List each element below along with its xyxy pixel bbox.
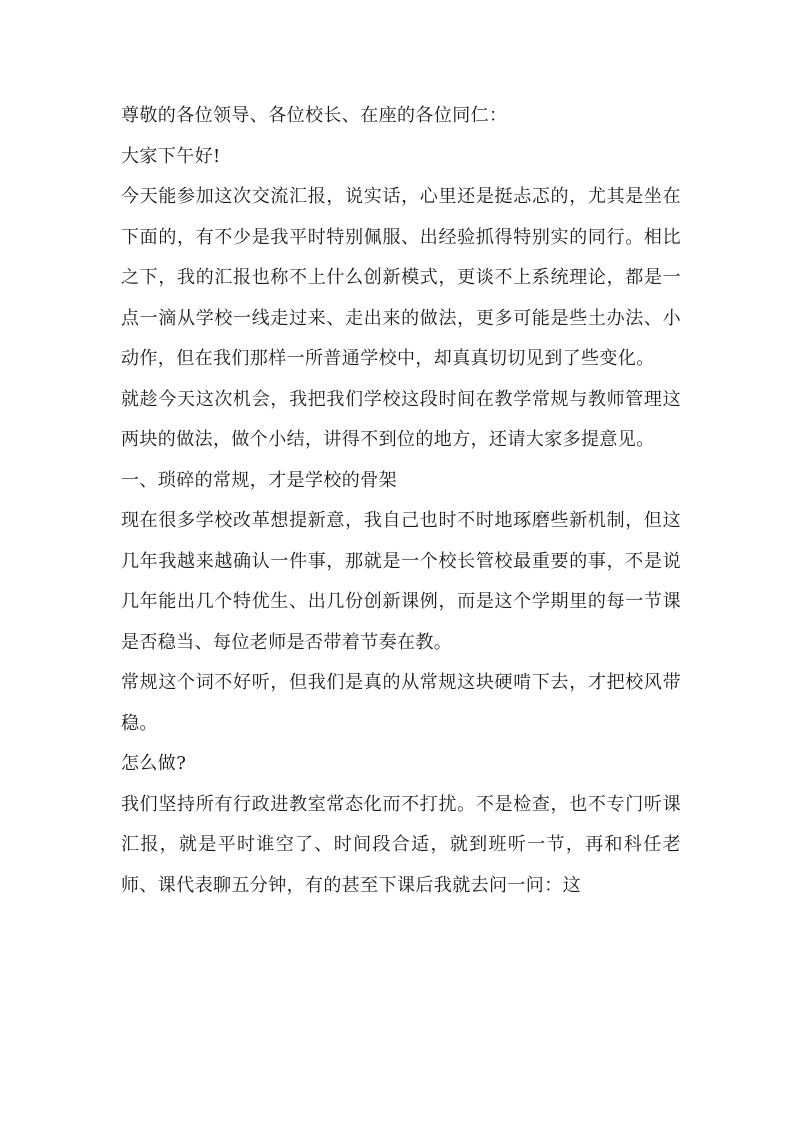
salutation: 尊敬的各位领导、各位校长、在座的各位同仁： — [121, 105, 508, 126]
paragraph-opening: 今天能参加这次交流汇报，说实话，心里还是挺忐忑的，尤其是坐在下面的，有不少是我平时特别佩服、出经验抓得特别实的同行。相比之下，我的汇报也称不上什么创新模式，更谈不上系统理论，都是一点一滴从学校一线走过来、走出来的做法，更多可能是些土办法、小动作，但在我们那样一所普通学校中，却真真切切见到了些变化。 — [121, 186, 681, 369]
greeting: 大家下午好! — [121, 145, 221, 167]
paragraph-body: 常规这个词不好听，但我们是真的从常规这块硬啃下去，才把校风带稳。 — [121, 672, 681, 734]
paragraph-body: 我们坚持所有行政进教室常态化而不打扰。不是检查，也不专门听课汇报，就是平时谁空了、时间段合适，就到班听一节，再和科任老师、课代表聊五分钟，有的甚至下课后我就去问一问：这 — [121, 793, 681, 896]
paragraph-intro: 就趁今天这次机会，我把我们学校这段时间在教学常规与教师管理这两块的做法，做个小结，讲得不到位的地方，还请大家多提意见。 — [121, 388, 681, 450]
section-heading: 一、琐碎的常规，才是学校的骨架 — [121, 469, 397, 491]
paragraph-question: 怎么做? — [121, 753, 187, 774]
paragraph-body: 现在很多学校改革想提新意，我自己也时不时地琢磨些新机制，但这几年我越来越确认一件事，那就是一个校长管校最重要的事，不是说几年能出几个特优生、出几份创新课例，而是这个学期里的每一节课是否稳当、每位老师是否带着节奏在教。 — [121, 510, 681, 653]
document-body — [121, 96, 681, 906]
